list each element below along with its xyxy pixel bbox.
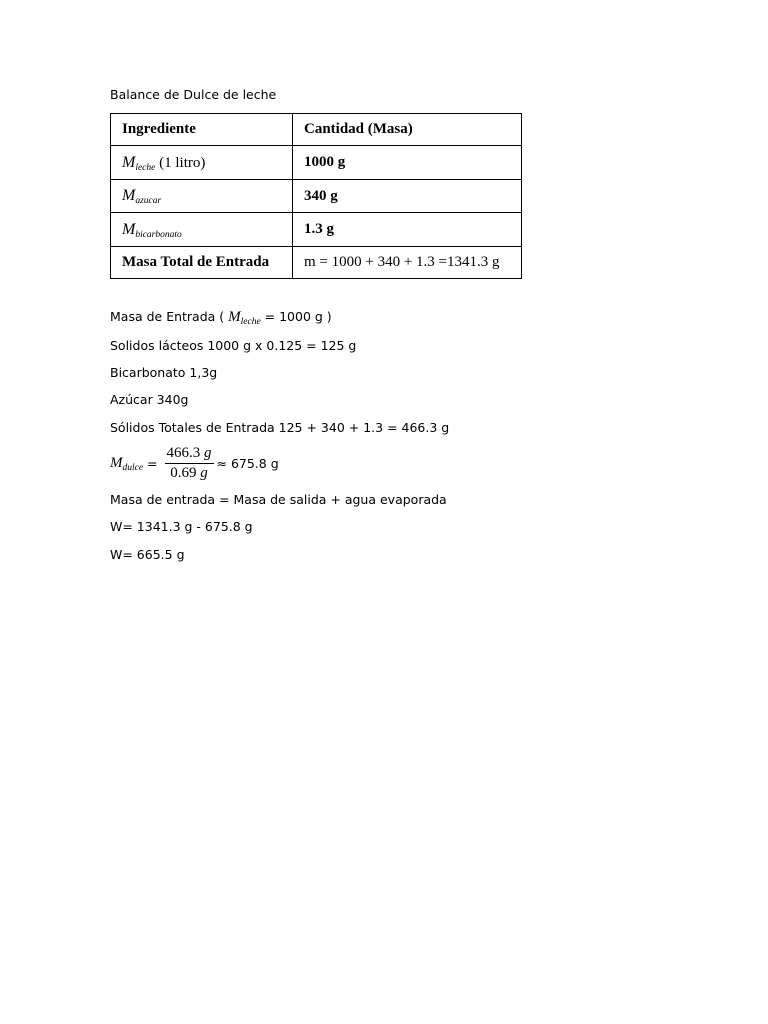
- quantity-cell: 340 g: [293, 180, 522, 213]
- dulce-mass: [110, 455, 144, 473]
- solidos-lacteos-line: Solidos lácteos 1000 g x 0.125 = 125 g: [110, 338, 357, 353]
- numerator-unit: g: [204, 445, 212, 461]
- ingredient-cell: [111, 146, 293, 180]
- mass-subscript: dulce: [122, 463, 144, 473]
- table-row: [111, 146, 522, 180]
- bicarbonato-line: Bicarbonato 1,3g: [110, 365, 218, 380]
- denominator-value: 0.69: [170, 465, 201, 481]
- mass-subscript: leche: [240, 317, 261, 327]
- masa-entrada-prefix: Masa de Entrada (: [110, 309, 229, 324]
- w-calc-line: W= 1341.3 g - 675.8 g: [110, 519, 253, 534]
- dulce-fraction: [165, 445, 214, 482]
- total-value-cell: m = 1000 + 340 + 1.3 =1341.3 g: [293, 247, 522, 279]
- table-header-row: [111, 114, 522, 146]
- numerator-value: 466.3: [166, 445, 204, 461]
- azucar-line: Azúcar 340g: [110, 392, 189, 407]
- table-row: [111, 180, 522, 213]
- dulce-result: ≈ 675.8 g: [216, 456, 279, 471]
- mass-symbol: M: [228, 309, 241, 325]
- table-total-row: [111, 247, 522, 279]
- mass-subscript: leche: [135, 162, 156, 173]
- fraction-numerator: [165, 445, 214, 464]
- solidos-totales-line: Sólidos Totales de Entrada 125 + 340 + 1.3 = 466.3 g: [110, 420, 450, 435]
- document-title: Balance de Dulce de leche: [110, 87, 277, 102]
- table-header-cell: Ingrediente: [111, 114, 293, 146]
- mass-symbol: M: [110, 455, 123, 471]
- mass-subscript: azucar: [135, 196, 162, 206]
- mass-subscript: bicarbonato: [135, 229, 182, 240]
- w-result-line: W= 665.5 g: [110, 547, 185, 562]
- masa-entrada-line: [110, 309, 332, 326]
- balance-line: Masa de entrada = Masa de salida + agua evaporada: [110, 492, 447, 507]
- equals-sign: =: [143, 456, 162, 471]
- ingredient-cell: [111, 213, 293, 247]
- mass-symbol: M: [122, 153, 136, 171]
- quantity-cell: 1.3 g: [293, 213, 522, 247]
- quantity-cell: 1000 g: [293, 146, 522, 180]
- denominator-unit: g: [200, 465, 208, 481]
- table-header-cell: Cantidad (Masa): [293, 114, 522, 146]
- mass-symbol: M: [122, 187, 136, 204]
- ingredient-note: (1 litro): [155, 154, 206, 171]
- ingredients-table: [110, 113, 522, 279]
- masa-entrada-suffix: = 1000 g ): [260, 309, 332, 324]
- fraction-denominator: [165, 464, 214, 482]
- masa-entrada-formula: [228, 309, 261, 327]
- ingredient-cell: [111, 180, 293, 213]
- total-label-cell: Masa Total de Entrada: [111, 247, 293, 279]
- mass-symbol: M: [122, 220, 136, 238]
- dulce-equation: [110, 445, 279, 482]
- table-row: [111, 213, 522, 247]
